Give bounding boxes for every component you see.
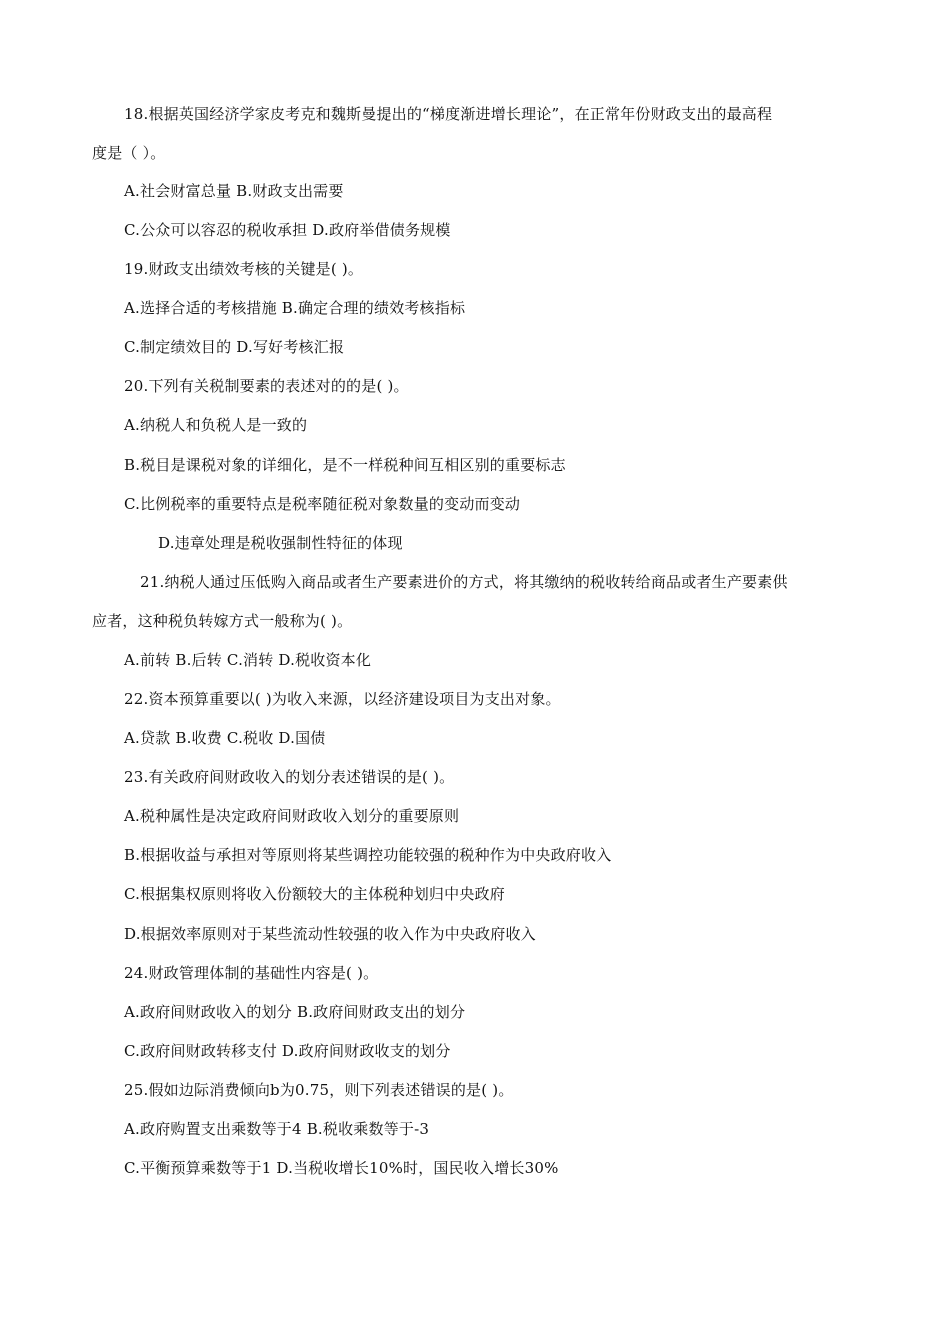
- q19-options-cd: C.制定绩效目的 D.写好考核汇报: [124, 338, 345, 356]
- q18-options-cd: C.公众可以容忍的税收承担 D.政府举借债务规模: [124, 221, 451, 239]
- q25-stem: 25.假如边际消费倾向b为0.75，则下列表述错误的是( )。: [124, 1081, 514, 1099]
- q24-options-ab: A.政府间财政收入的划分 B.政府间财政支出的划分: [124, 1003, 466, 1021]
- q24-options-cd: C.政府间财政转移支付 D.政府间财政收支的划分: [124, 1042, 451, 1060]
- q23-option-a: A.税种属性是决定政府间财政收入划分的重要原则: [124, 807, 460, 825]
- q23-option-b: B.根据收益与承担对等原则将某些调控功能较强的税种作为中央政府收入: [124, 846, 612, 864]
- q23-option-d: D.根据效率原则对于某些流动性较强的收入作为中央政府收入: [124, 925, 536, 943]
- q21-stem-line2: 应者，这种税负转嫁方式一般称为( )。: [92, 612, 353, 630]
- q23-stem: 23.有关政府间财政收入的划分表述错误的是( )。: [124, 768, 455, 786]
- q20-option-a: A.纳税人和负税人是一致的: [124, 416, 308, 434]
- q24-stem: 24.财政管理体制的基础性内容是( )。: [124, 964, 379, 982]
- q18-stem-line1: 18.根据英国经济学家皮考克和魏斯曼提出的“梯度渐进增长理论”，在正常年份财政支出的最高程: [124, 105, 773, 123]
- q20-option-d: D.违章处理是税收强制性特征的体现: [158, 534, 403, 552]
- q25-options-ab: A.政府购置支出乘数等于4 B.税收乘数等于-3: [124, 1120, 430, 1138]
- q20-stem: 20.下列有关税制要素的表述对的的是( )。: [124, 377, 409, 395]
- q21-stem-line1: 21.纳税人通过压低购入商品或者生产要素进价的方式，将其缴纳的税收转给商品或者生产要素供: [140, 573, 788, 591]
- q19-stem: 19.财政支出绩效考核的关键是( )。: [124, 260, 364, 278]
- q21-options: A.前转 B.后转 C.消转 D.税收资本化: [124, 651, 372, 669]
- q19-options-ab: A.选择合适的考核措施 B.确定合理的绩效考核指标: [124, 299, 466, 317]
- q20-option-c: C.比例税率的重要特点是税率随征税对象数量的变动而变动: [124, 495, 521, 513]
- q20-option-b: B.税目是课税对象的详细化，是不一样税种间互相区别的重要标志: [124, 456, 566, 474]
- q25-options-cd: C.平衡预算乘数等于1 D.当税收增长10%时，国民收入增长30%: [124, 1159, 559, 1177]
- q23-option-c: C.根据集权原则将收入份额较大的主体税种划归中央政府: [124, 885, 505, 903]
- q22-options: A.贷款 B.收费 C.税收 D.国债: [124, 729, 326, 747]
- q22-stem: 22.资本预算重要以( )为收入来源，以经济建设项目为支出对象。: [124, 690, 561, 708]
- q18-stem-line2: 度是（ ）。: [92, 144, 166, 162]
- q18-options-ab: A.社会财富总量 B.财政支出需要: [124, 182, 344, 200]
